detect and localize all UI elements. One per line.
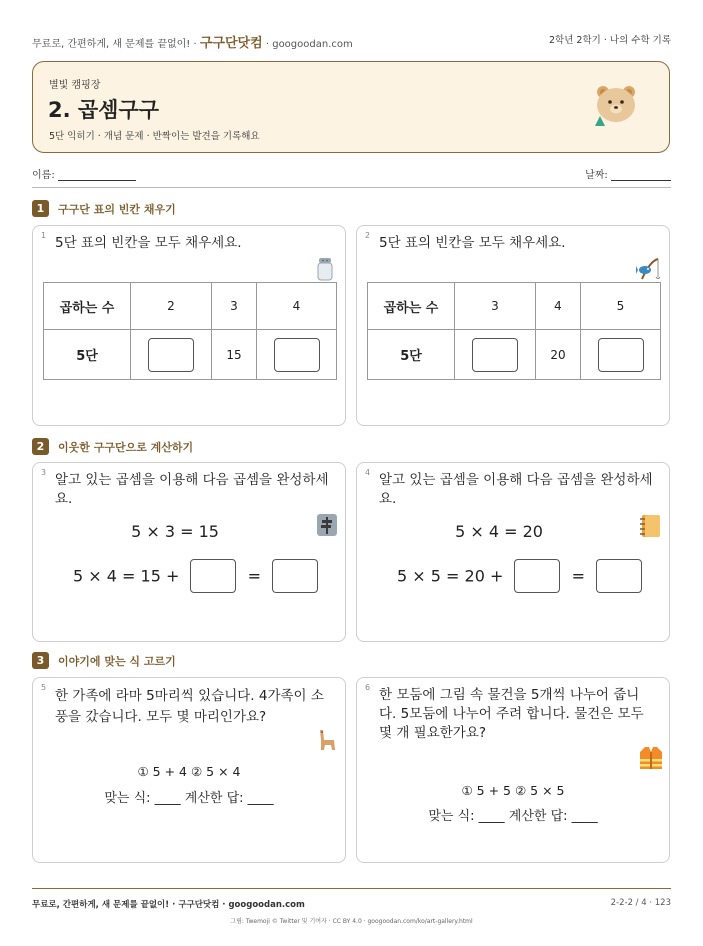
question-text: 한 모둠에 그림 속 물건을 5개씩 나누어 줍니다. 5모둠에 나누어 주려 합니다. 물건은 모두 몇 개 필요한가요? — [379, 687, 644, 741]
answer-box[interactable] — [514, 559, 560, 593]
question-number: 4 — [365, 468, 371, 477]
question-text: 알고 있는 곱셈을 이용해 다음 곱셈을 완성하세요. — [379, 472, 653, 507]
page-subtitle: 5단 익히기 · 개념 문제 · 반짝이는 발견을 기록해요 — [49, 131, 260, 142]
table-cell: 20 — [536, 330, 581, 380]
top-bar — [32, 32, 671, 51]
notebook-icon — [639, 514, 661, 538]
table-cell — [581, 330, 661, 380]
safety-vest-icon — [639, 746, 663, 770]
equals-sign: = — [571, 566, 585, 586]
site-url: · googoodan.com — [265, 39, 353, 50]
top-bar-right: 2학년 2학기 · 나의 수학 기록 — [549, 35, 671, 46]
multiplication-table — [43, 282, 337, 380]
section-title: 이웃한 구구단으로 계산하기 — [58, 441, 194, 454]
section-number: 1 — [32, 200, 49, 217]
known-equation: 5 × 4 = 20 — [455, 522, 543, 541]
table-col: 3 — [212, 283, 257, 330]
question-number: 5 — [41, 683, 47, 692]
table-cell — [455, 330, 536, 380]
question-number: 3 — [41, 468, 47, 477]
answer-choices: ① 5 + 4 ② 5 × 4 — [137, 764, 241, 779]
tagline: 무료로, 간편하게, 새 문제를 끝없이! · — [32, 39, 197, 50]
name-label: 이름: — [32, 170, 55, 181]
table-col: 4 — [536, 283, 581, 330]
target-equation — [397, 559, 642, 593]
question-card-6 — [356, 677, 670, 863]
question-text: 5단 표의 빈칸을 모두 채우세요. — [55, 235, 242, 251]
question-text: 알고 있는 곱셈을 이용해 다음 곱셈을 완성하세요. — [55, 472, 329, 507]
header-eyebrow: 별빛 캠핑장 — [49, 80, 101, 91]
date-blank[interactable] — [611, 170, 671, 181]
table-row-label: 5단 — [44, 330, 131, 380]
date-field[interactable] — [585, 166, 671, 181]
table-cell — [257, 330, 337, 380]
llama-icon — [316, 728, 338, 752]
table-col: 2 — [131, 283, 212, 330]
answer-box[interactable] — [190, 559, 236, 593]
divider — [32, 187, 671, 188]
answer-box[interactable] — [148, 338, 194, 372]
question-card-1 — [32, 225, 346, 426]
answer-line[interactable]: 맞는 식: ____ 계산한 답: ____ — [428, 809, 598, 824]
table-col: 5 — [581, 283, 661, 330]
question-number: 1 — [41, 231, 47, 240]
section-number: 3 — [32, 652, 49, 669]
multiplication-table — [367, 282, 661, 380]
answer-choices: ① 5 + 5 ② 5 × 5 — [461, 783, 565, 798]
equation-prefix: 5 × 5 = 20 + — [397, 566, 504, 586]
question-number: 6 — [365, 683, 371, 692]
table-head-label: 곱하는 수 — [368, 283, 455, 330]
header-card — [32, 61, 670, 153]
footer-page-info: 2-2-2 / 4 · 123 — [610, 898, 671, 908]
bear-mascot-icon — [593, 82, 639, 126]
table-row-label: 5단 — [368, 330, 455, 380]
signpost-icon — [317, 514, 337, 536]
answer-line[interactable]: 맞는 식: ____ 계산한 답: ____ — [104, 791, 274, 806]
answer-box[interactable] — [274, 338, 320, 372]
question-card-5 — [32, 677, 346, 863]
known-equation: 5 × 3 = 15 — [131, 522, 219, 541]
answer-box[interactable] — [272, 559, 318, 593]
fishing-pole-icon — [636, 257, 660, 281]
brand-name: 구구단닷컴 — [199, 36, 263, 51]
answer-box[interactable] — [596, 559, 642, 593]
question-card-3 — [32, 462, 346, 642]
answer-box[interactable] — [472, 338, 518, 372]
top-bar-left — [32, 32, 353, 51]
footer-divider — [32, 888, 671, 889]
question-text: 한 가족에 라마 5마리씩 있습니다. 4가족이 소풍을 갔습니다. 모두 몇 마리인가요? — [55, 688, 324, 725]
equation-prefix: 5 × 4 = 15 + — [73, 566, 180, 586]
table-cell — [131, 330, 212, 380]
date-label: 날짜: — [585, 170, 608, 181]
target-equation — [73, 559, 318, 593]
footer-left: 무료로, 간편하게, 새 문제를 끝없이! · 구구단닷컴 · googoodan.com — [32, 900, 305, 910]
salt-shaker-icon — [316, 257, 334, 281]
section-number: 2 — [32, 438, 49, 455]
table-cell: 15 — [212, 330, 257, 380]
question-card-4 — [356, 462, 670, 642]
name-blank[interactable] — [58, 170, 136, 181]
name-field[interactable] — [32, 166, 136, 181]
question-card-2 — [356, 225, 670, 426]
section-title: 구구단 표의 빈칸 채우기 — [58, 203, 176, 216]
name-date-line — [32, 166, 671, 182]
question-text: 5단 표의 빈칸을 모두 채우세요. — [379, 235, 566, 251]
section-title: 이야기에 맞는 식 고르기 — [58, 655, 176, 668]
page-title: 2. 곱셈구구 — [48, 98, 160, 122]
question-number: 2 — [365, 231, 371, 240]
equals-sign: = — [247, 566, 261, 586]
answer-box[interactable] — [598, 338, 644, 372]
table-col: 3 — [455, 283, 536, 330]
table-col: 4 — [257, 283, 337, 330]
image-credit: 그림: Twemoji © Twitter 및 기여자 · CC BY 4.0 · googoodan.com/ko/art-gallery.html — [230, 918, 473, 925]
table-head-label: 곱하는 수 — [44, 283, 131, 330]
